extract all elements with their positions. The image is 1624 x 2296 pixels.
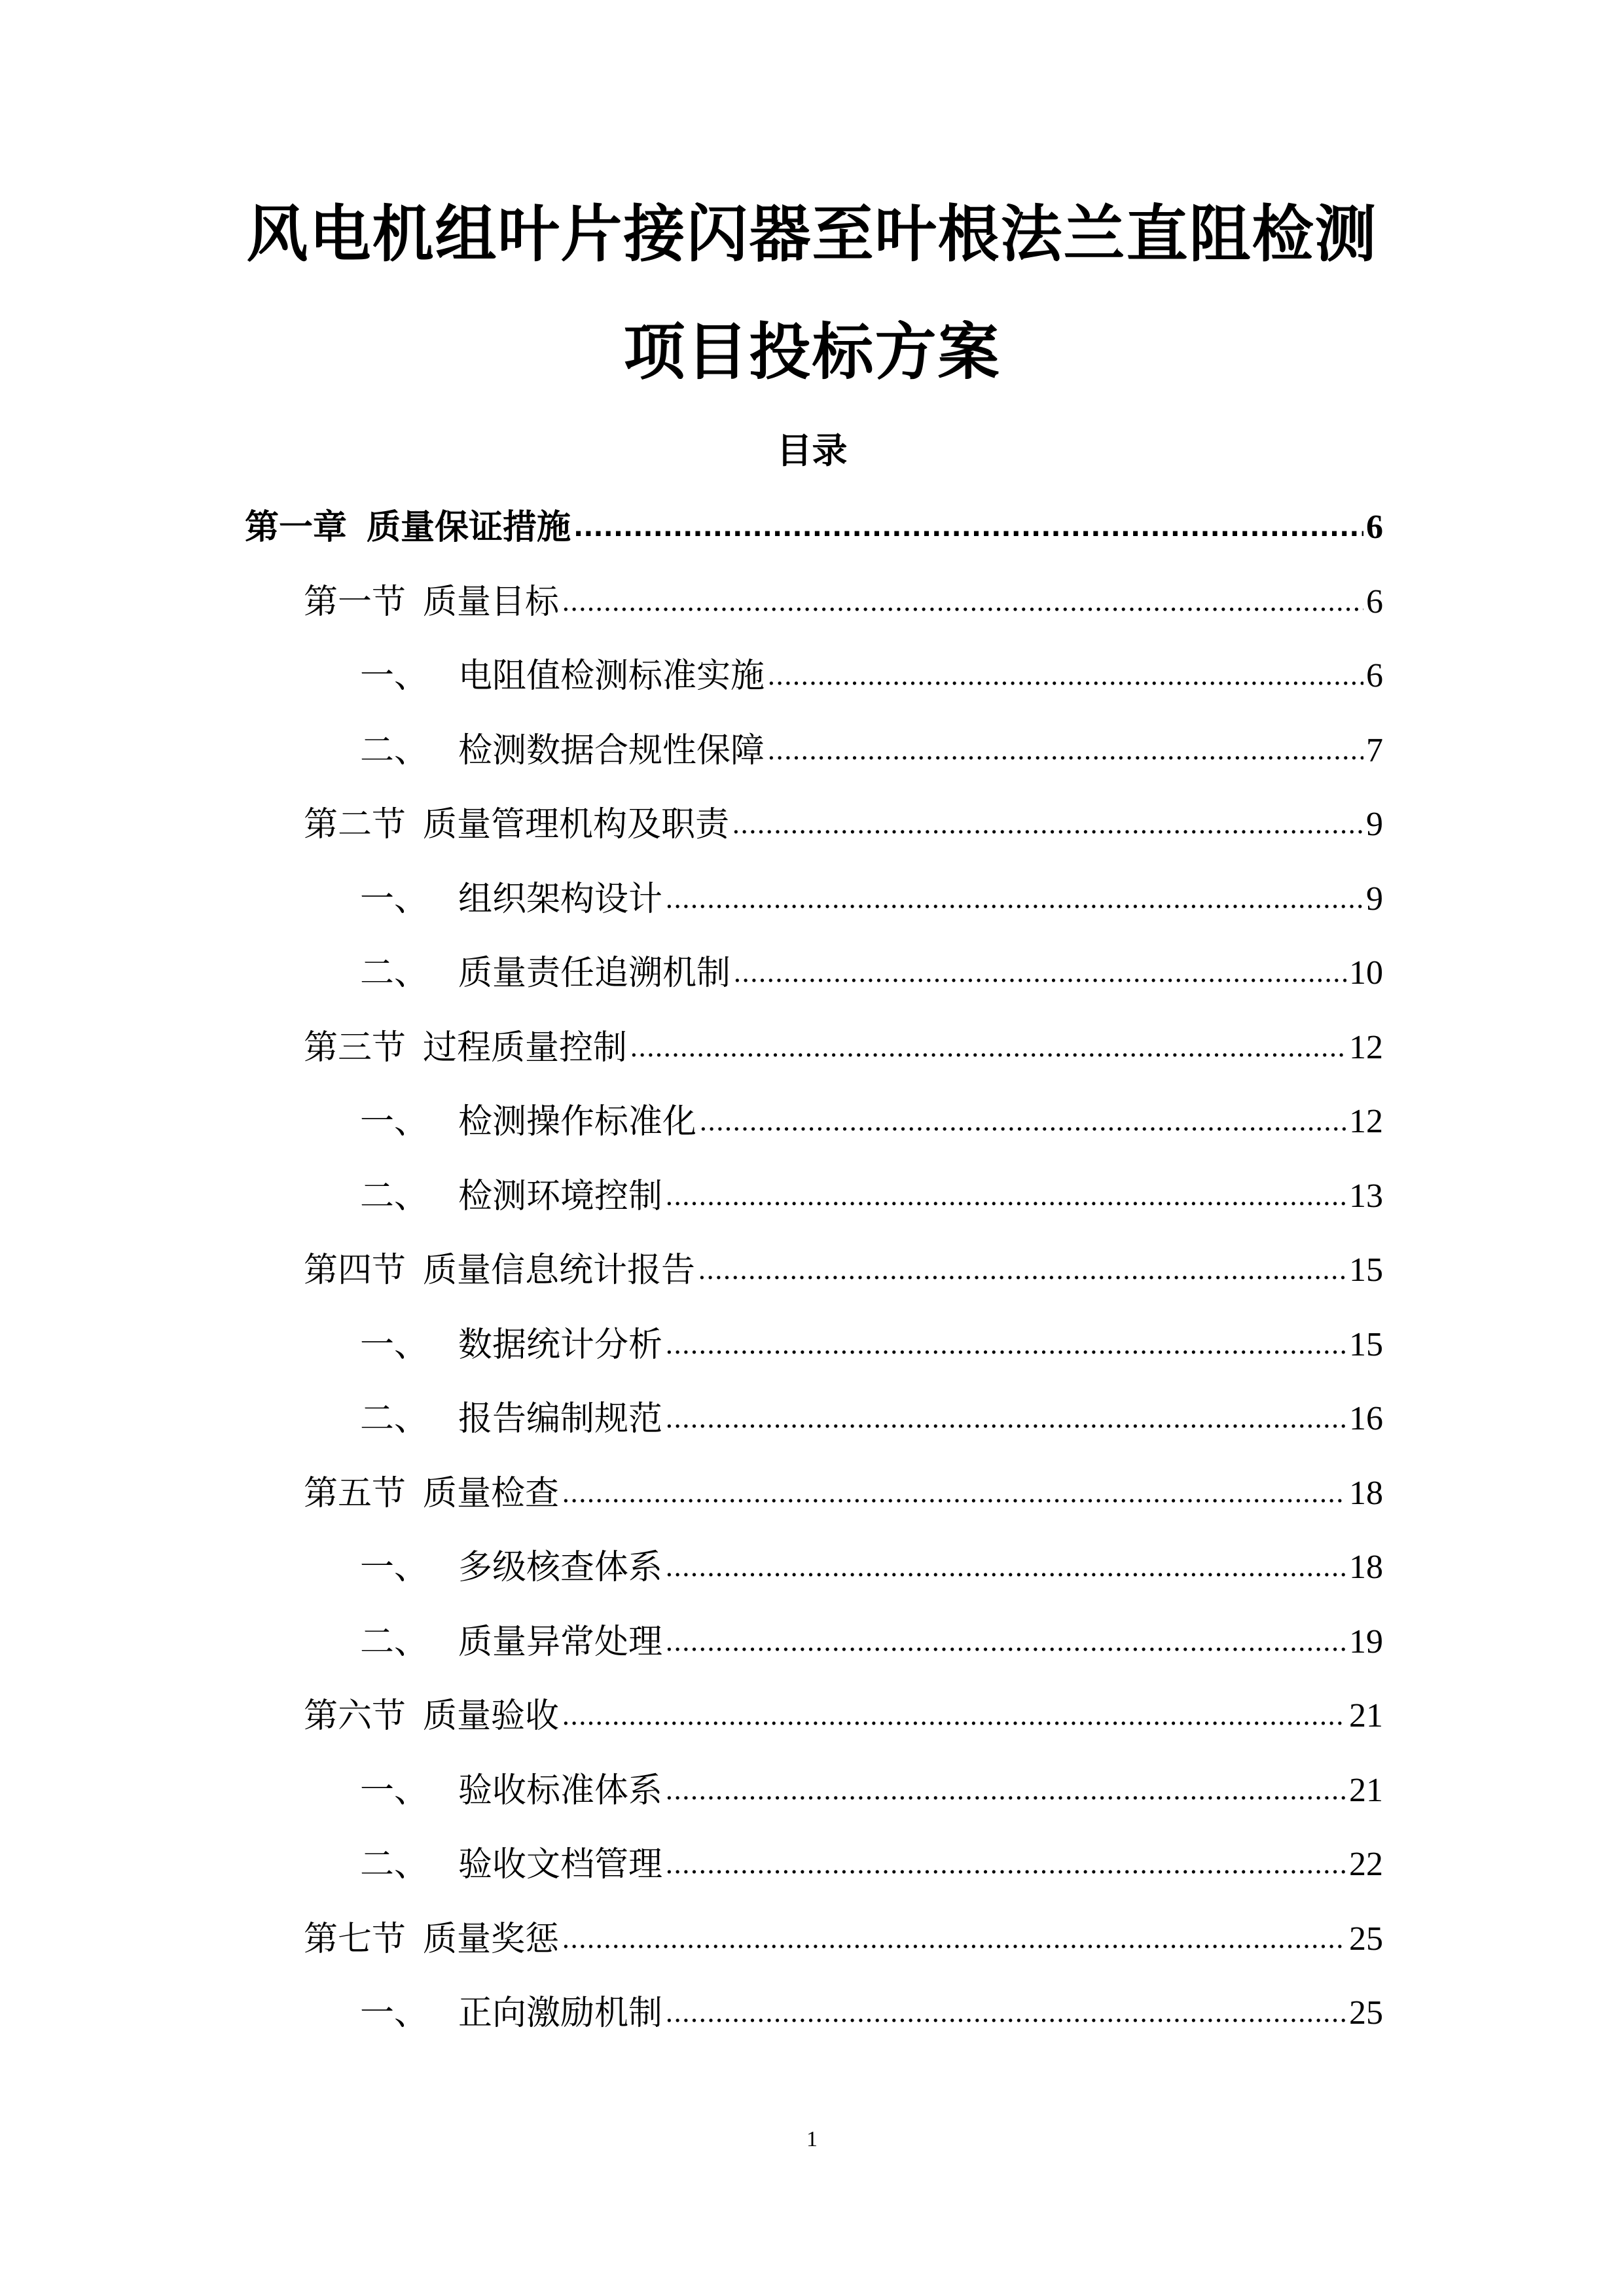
toc-entry-number: 二、 <box>360 731 429 770</box>
toc-entry-title: 质量管理机构及职责 <box>423 805 730 844</box>
toc-dot-leader <box>767 653 1363 699</box>
toc-dot-leader <box>562 1916 1346 1962</box>
toc-entry[interactable] <box>304 1247 1383 1293</box>
toc-dot-leader <box>699 1099 1346 1145</box>
toc-entry[interactable] <box>245 505 1383 550</box>
toc-entry-number: 二、 <box>360 1845 429 1884</box>
toc-dot-leader <box>665 1842 1346 1888</box>
toc-entry-number: 一、 <box>360 1548 429 1587</box>
toc-entry-number: 一、 <box>360 1325 429 1365</box>
toc-dot-leader <box>562 579 1363 625</box>
toc-entry-title: 正向激励机制 <box>458 1994 663 2033</box>
document-title-line-1: 风电机组叶片接闪器至叶根法兰直阻检测 <box>246 199 1378 270</box>
toc-dot-leader <box>665 1768 1346 1814</box>
toc-dot-leader <box>665 1174 1346 1219</box>
toc-entry-title: 检测环境控制 <box>458 1177 663 1216</box>
toc-entry-page: 9 <box>1366 806 1383 843</box>
toc-entry-title: 质量检查 <box>423 1474 560 1513</box>
toc-entry[interactable] <box>304 1916 1383 1962</box>
toc-dot-leader <box>562 1693 1346 1739</box>
toc-entry-title: 验收标准体系 <box>458 1771 663 1810</box>
toc-entry-page: 6 <box>1366 657 1383 694</box>
toc-entry-page: 22 <box>1349 1846 1383 1883</box>
toc-entry-title: 多级核查体系 <box>458 1548 663 1587</box>
toc-entry-page: 15 <box>1349 1326 1383 1363</box>
toc-entry-page: 25 <box>1349 1994 1383 2032</box>
toc-entry-number: 二、 <box>360 1177 429 1216</box>
toc-entry-page: 7 <box>1366 732 1383 769</box>
toc-entry-title: 质量责任追溯机制 <box>458 954 731 993</box>
toc-entry-title: 验收文档管理 <box>458 1845 663 1884</box>
toc-entry[interactable] <box>304 1471 1383 1516</box>
toc-entry-title: 检测数据合规性保障 <box>458 731 765 770</box>
toc-entry[interactable] <box>304 1025 1383 1071</box>
toc-entry-title: 报告编制规范 <box>458 1399 663 1439</box>
toc-entry-title: 数据统计分析 <box>458 1325 663 1365</box>
toc-dot-leader <box>665 1545 1346 1590</box>
toc-entry-title: 组织架构设计 <box>458 880 663 919</box>
toc-entry-page: 18 <box>1349 1549 1383 1586</box>
toc-entry-page: 21 <box>1349 1772 1383 1809</box>
toc-entry-number: 二、 <box>360 1623 429 1662</box>
toc-dot-leader <box>767 728 1363 774</box>
toc-entry-number: 二、 <box>360 1399 429 1439</box>
toc-entry-page: 19 <box>1349 1623 1383 1660</box>
toc-entry-number: 一、 <box>360 1771 429 1810</box>
toc-dot-leader <box>630 1025 1346 1071</box>
toc-dot-leader <box>573 505 1363 550</box>
toc-entry-number: 一、 <box>360 880 429 919</box>
toc-entry[interactable] <box>304 1693 1383 1739</box>
toc-entry-number: 二、 <box>360 954 429 993</box>
toc-entry-title: 质量验收 <box>423 1696 560 1736</box>
toc-entry-number: 第五节 <box>304 1474 406 1513</box>
toc-entry-number: 第七节 <box>304 1920 406 1959</box>
toc-entry-number: 第二节 <box>304 805 406 844</box>
toc-entry[interactable] <box>304 579 1383 625</box>
toc-entry-number: 一、 <box>360 656 429 696</box>
toc-entry-page: 10 <box>1349 954 1383 992</box>
toc-dot-leader <box>732 802 1363 848</box>
toc-entry-number: 一、 <box>360 1102 429 1141</box>
toc-entry[interactable] <box>360 1322 1383 1368</box>
toc-entry-number: 第三节 <box>304 1028 406 1067</box>
toc-entry-number: 一、 <box>360 1994 429 2033</box>
toc-entry[interactable] <box>360 1619 1383 1665</box>
toc-entry[interactable] <box>360 1545 1383 1590</box>
toc-entry[interactable] <box>360 1842 1383 1888</box>
toc-entry[interactable] <box>360 653 1383 699</box>
toc-entry-title: 质量信息统计报告 <box>423 1251 696 1290</box>
toc-entry[interactable] <box>360 1396 1383 1442</box>
toc-entry-title: 质量保证措施 <box>367 508 571 547</box>
toc-entry-title: 过程质量控制 <box>423 1028 628 1067</box>
toc-entry-page: 9 <box>1366 880 1383 918</box>
toc-entry-title: 质量目标 <box>423 583 560 622</box>
toc-entry-page: 6 <box>1366 583 1383 620</box>
toc-dot-leader <box>733 950 1346 996</box>
toc-entry[interactable] <box>360 1768 1383 1814</box>
toc-entry[interactable] <box>360 876 1383 922</box>
toc-entry[interactable] <box>360 1174 1383 1219</box>
toc-entry-number: 第一节 <box>304 583 406 622</box>
toc-entry-page: 15 <box>1349 1251 1383 1289</box>
toc-entry-page: 16 <box>1349 1400 1383 1437</box>
toc-dot-leader <box>665 876 1363 922</box>
toc-entry-page: 13 <box>1349 1177 1383 1215</box>
page-number: 1 <box>806 2127 818 2151</box>
toc-entry-page: 12 <box>1349 1103 1383 1140</box>
toc-entry-title: 电阻值检测标准实施 <box>458 656 765 696</box>
toc-dot-leader <box>665 1619 1346 1665</box>
toc-entry-page: 25 <box>1349 1920 1383 1958</box>
toc-entry-title: 质量奖惩 <box>423 1920 560 1959</box>
toc-entry[interactable] <box>360 1099 1383 1145</box>
toc-entry-title: 质量异常处理 <box>458 1623 663 1662</box>
toc-heading: 目录 <box>776 430 848 471</box>
toc-entry-page: 21 <box>1349 1697 1383 1734</box>
toc-entry[interactable] <box>360 728 1383 774</box>
toc-dot-leader <box>698 1247 1346 1293</box>
toc-entry-page: 6 <box>1366 509 1383 546</box>
toc-entry[interactable] <box>360 950 1383 996</box>
toc-entry-number: 第四节 <box>304 1251 406 1290</box>
toc-entry[interactable] <box>360 1990 1383 2036</box>
toc-dot-leader <box>665 1396 1346 1442</box>
toc-dot-leader <box>665 1990 1346 2036</box>
toc-entry-page: 18 <box>1349 1475 1383 1512</box>
document-title-line-2: 项目投标方案 <box>623 317 1001 388</box>
toc-dot-leader <box>562 1471 1346 1516</box>
toc-entry-title: 检测操作标准化 <box>458 1102 697 1141</box>
toc-entry-number: 第一章 <box>245 508 348 547</box>
toc-entry[interactable] <box>304 802 1383 848</box>
toc-entry-page: 12 <box>1349 1029 1383 1066</box>
toc-entry-number: 第六节 <box>304 1696 406 1736</box>
toc-dot-leader <box>665 1322 1346 1368</box>
